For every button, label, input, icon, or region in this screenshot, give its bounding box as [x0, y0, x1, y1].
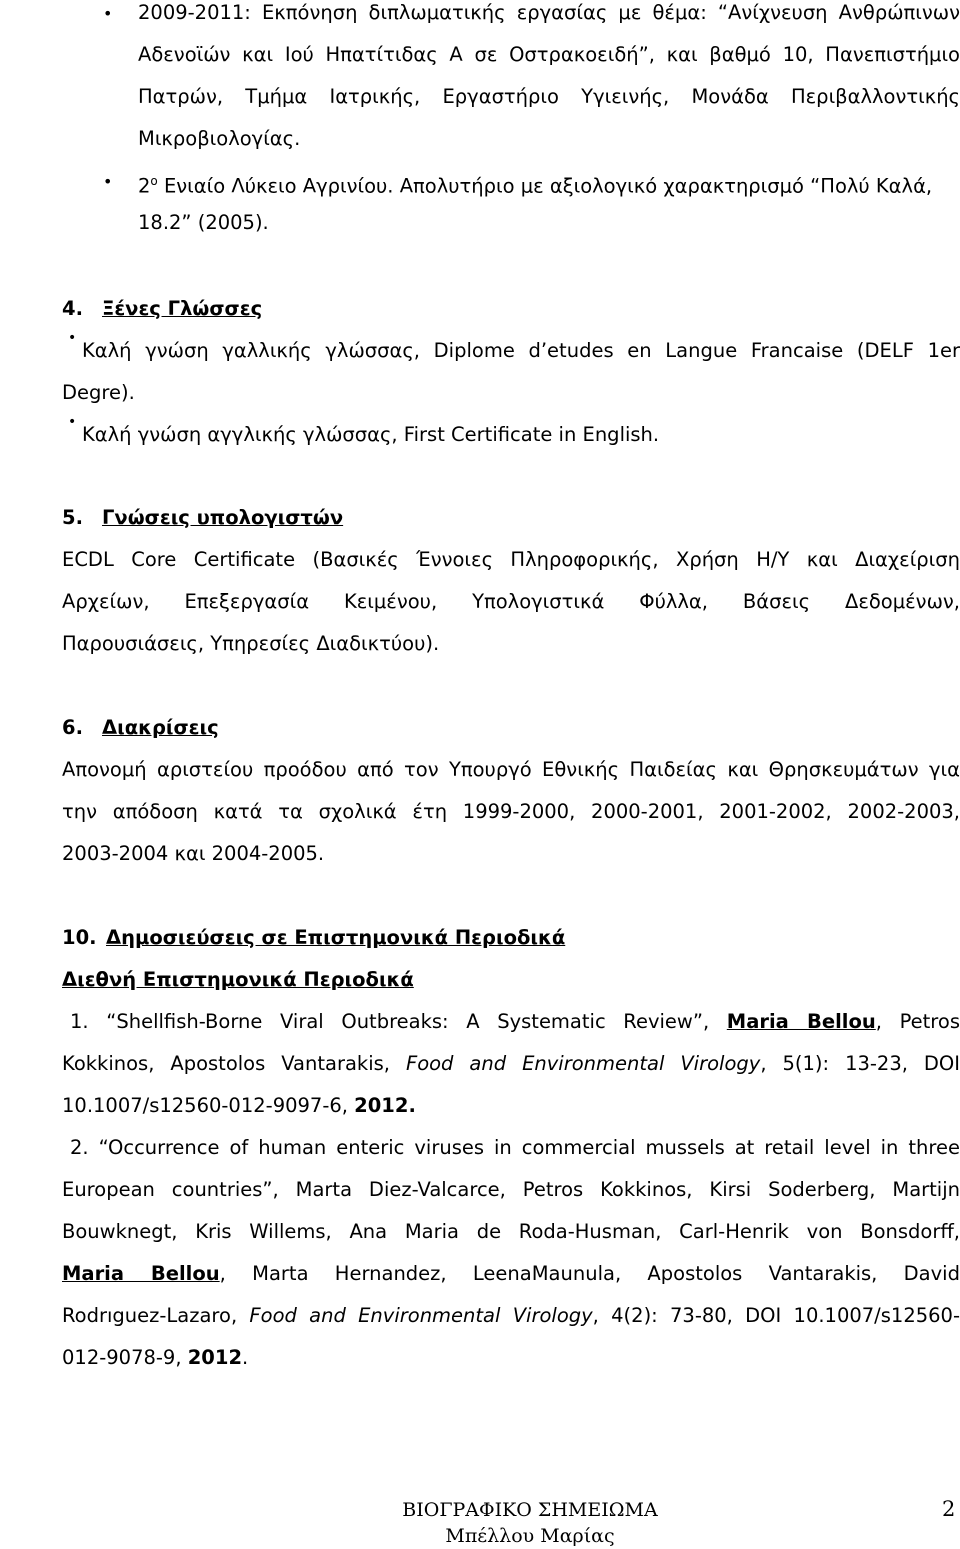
publications-subtitle: Διεθνή Επιστημονικά Περιοδικά: [62, 968, 414, 991]
publication-line: Maria Bellou, Marta Hernandez, LeenaMaunula, Apostolos Vantarakis, David: [62, 1262, 960, 1285]
publication-line: 2. “Occurrence of human enteric viruses in commercial mussels at retail level in three: [70, 1136, 960, 1159]
bullet-icon: •: [68, 330, 77, 346]
journal-name: Food and Environmental Virology: [405, 1052, 761, 1075]
page-footer: [380, 1497, 680, 1549]
bullet-icon: •: [103, 4, 113, 23]
languages-item-2: • Καλή γνώση αγγλικής γλώσσας, First Certificate in English.: [68, 414, 660, 446]
education-item-2: [138, 160, 960, 244]
publication-line: Bouwknegt, Kris Willems, Ana Maria de Roda-Husman, Carl-Henrik von Bonsdorff,: [62, 1220, 960, 1243]
publication-line: European countries”, Marta Diez-Valcarce, Petros Kokkinos, Kirsi Soderberg, Martijn: [62, 1178, 960, 1201]
footer-name: Μπέλλου Μαρίας: [445, 1525, 615, 1547]
publication-line: 1. “Shellfish-Borne Viral Outbreaks: A Systematic Review”, Maria Bellou, Petros: [70, 1010, 960, 1033]
languages-item-1: • Καλή γνώση γαλλικής γλώσσας, Diplome d’etudes en Langue Francaise (DELF 1er: [68, 330, 960, 362]
highlighted-author: Maria Bellou: [62, 1262, 220, 1285]
awards-text: Απονομή αριστείου προόδου από τον Υπουργό Εθνικής Παιδείας και Θρησκευμάτων για την απόδοση κατά τα σχολικά έτη 1999-2000, 2000-2001, 2001-2002, 2002-2003, 2003-2004 και 2004-2005.: [62, 758, 960, 865]
publication-title: “Shellfish-Borne Viral Outbreaks: A Systematic Review”,: [106, 1010, 710, 1033]
languages-item-1-cont: Degre).: [62, 381, 135, 404]
computers-text: ECDL Core Certificate (Βασικές Έννοιες Πληροφορικής, Χρήση Η/Υ και Διαχείριση Αρχείων, Επεξεργασία Κειμένου, Υπολογιστικά Φύλλα, Βάσεις Δεδομένων, Παρουσιάσεις, Υπηρεσίες Διαδικτύου).: [62, 548, 960, 655]
bullet-icon: •: [68, 414, 77, 430]
section-heading-computers: 5. Γνώσεις υπολογιστών: [62, 506, 344, 529]
page-number: 2: [942, 1497, 956, 1521]
education-item-1-line: 2009-2011: Εκπόνηση διπλωματικής εργασίας με θέμα: “Ανίχνευση Ανθρώπινων: [138, 1, 960, 24]
section-title: Ξένες Γλώσσες: [102, 297, 263, 320]
publication-number: 1.: [70, 1010, 89, 1033]
education-item-1-line: Αδενοϊών και Ιού Ηπατίτιδας Α σε Οστρακοειδή”, και βαθμό 10, Πανεπιστήμιο: [138, 43, 960, 66]
education-item-2-line: 18.2” (2005).: [138, 211, 269, 234]
publication-item-1: [62, 1001, 960, 1127]
journal-name: Food and Environmental Virology: [249, 1304, 593, 1327]
section-title: Δημοσιεύσεις σε Επιστημονικά Περιοδικά: [106, 926, 566, 949]
footer-title: ΒΙΟΓΡΑΦΙΚΟ ΣΗΜΕΙΩΜΑ: [402, 1499, 658, 1521]
education-item-2-line: $2^o$ Ενιαίο Λύκειο Αγρινίου. Απολυτήριο με αξιολογικό χαρακτηρισμό “Πολύ Καλά,: [138, 174, 933, 198]
education-item-1: [138, 0, 960, 160]
section-heading-awards: 6. Διακρίσεις: [62, 716, 219, 739]
publication-year: 2012.: [354, 1094, 416, 1117]
bullet-icon: •: [103, 172, 113, 191]
section-title: Διακρίσεις: [102, 716, 219, 739]
publication-line: 10.1007/s12560-012-9097-6, 2012.: [62, 1094, 416, 1117]
publication-line: 012-9078-9, 2012.: [62, 1346, 249, 1369]
education-item-1-line: Πατρών, Τμήμα Ιατρικής, Εργαστήριο Υγιεινής, Μονάδα Περιβαλλοντικής: [138, 85, 960, 108]
publication-line: Rodrıguez-Lazaro, Food and Environmental Virology, 4(2): 73-80, DOI 10.1007/s12560-: [62, 1304, 960, 1327]
section-title: Γνώσεις υπολογιστών: [102, 506, 344, 529]
publication-item-2: [62, 1127, 960, 1379]
section-heading-publications: 10. Δημοσιεύσεις σε Επιστημονικά Περιοδικά: [62, 926, 566, 949]
education-item-1-line: Μικροβιολογίας.: [138, 127, 301, 150]
publication-number: 2.: [70, 1136, 89, 1159]
publication-line: Kokkinos, Apostolos Vantarakis, Food and Environmental Virology, 5(1): 13-23, DOI: [62, 1052, 960, 1075]
publication-year: 2012: [187, 1346, 243, 1369]
highlighted-author: Maria Bellou: [726, 1010, 876, 1033]
section-heading-languages: 4. Ξένες Γλώσσες: [62, 297, 263, 320]
